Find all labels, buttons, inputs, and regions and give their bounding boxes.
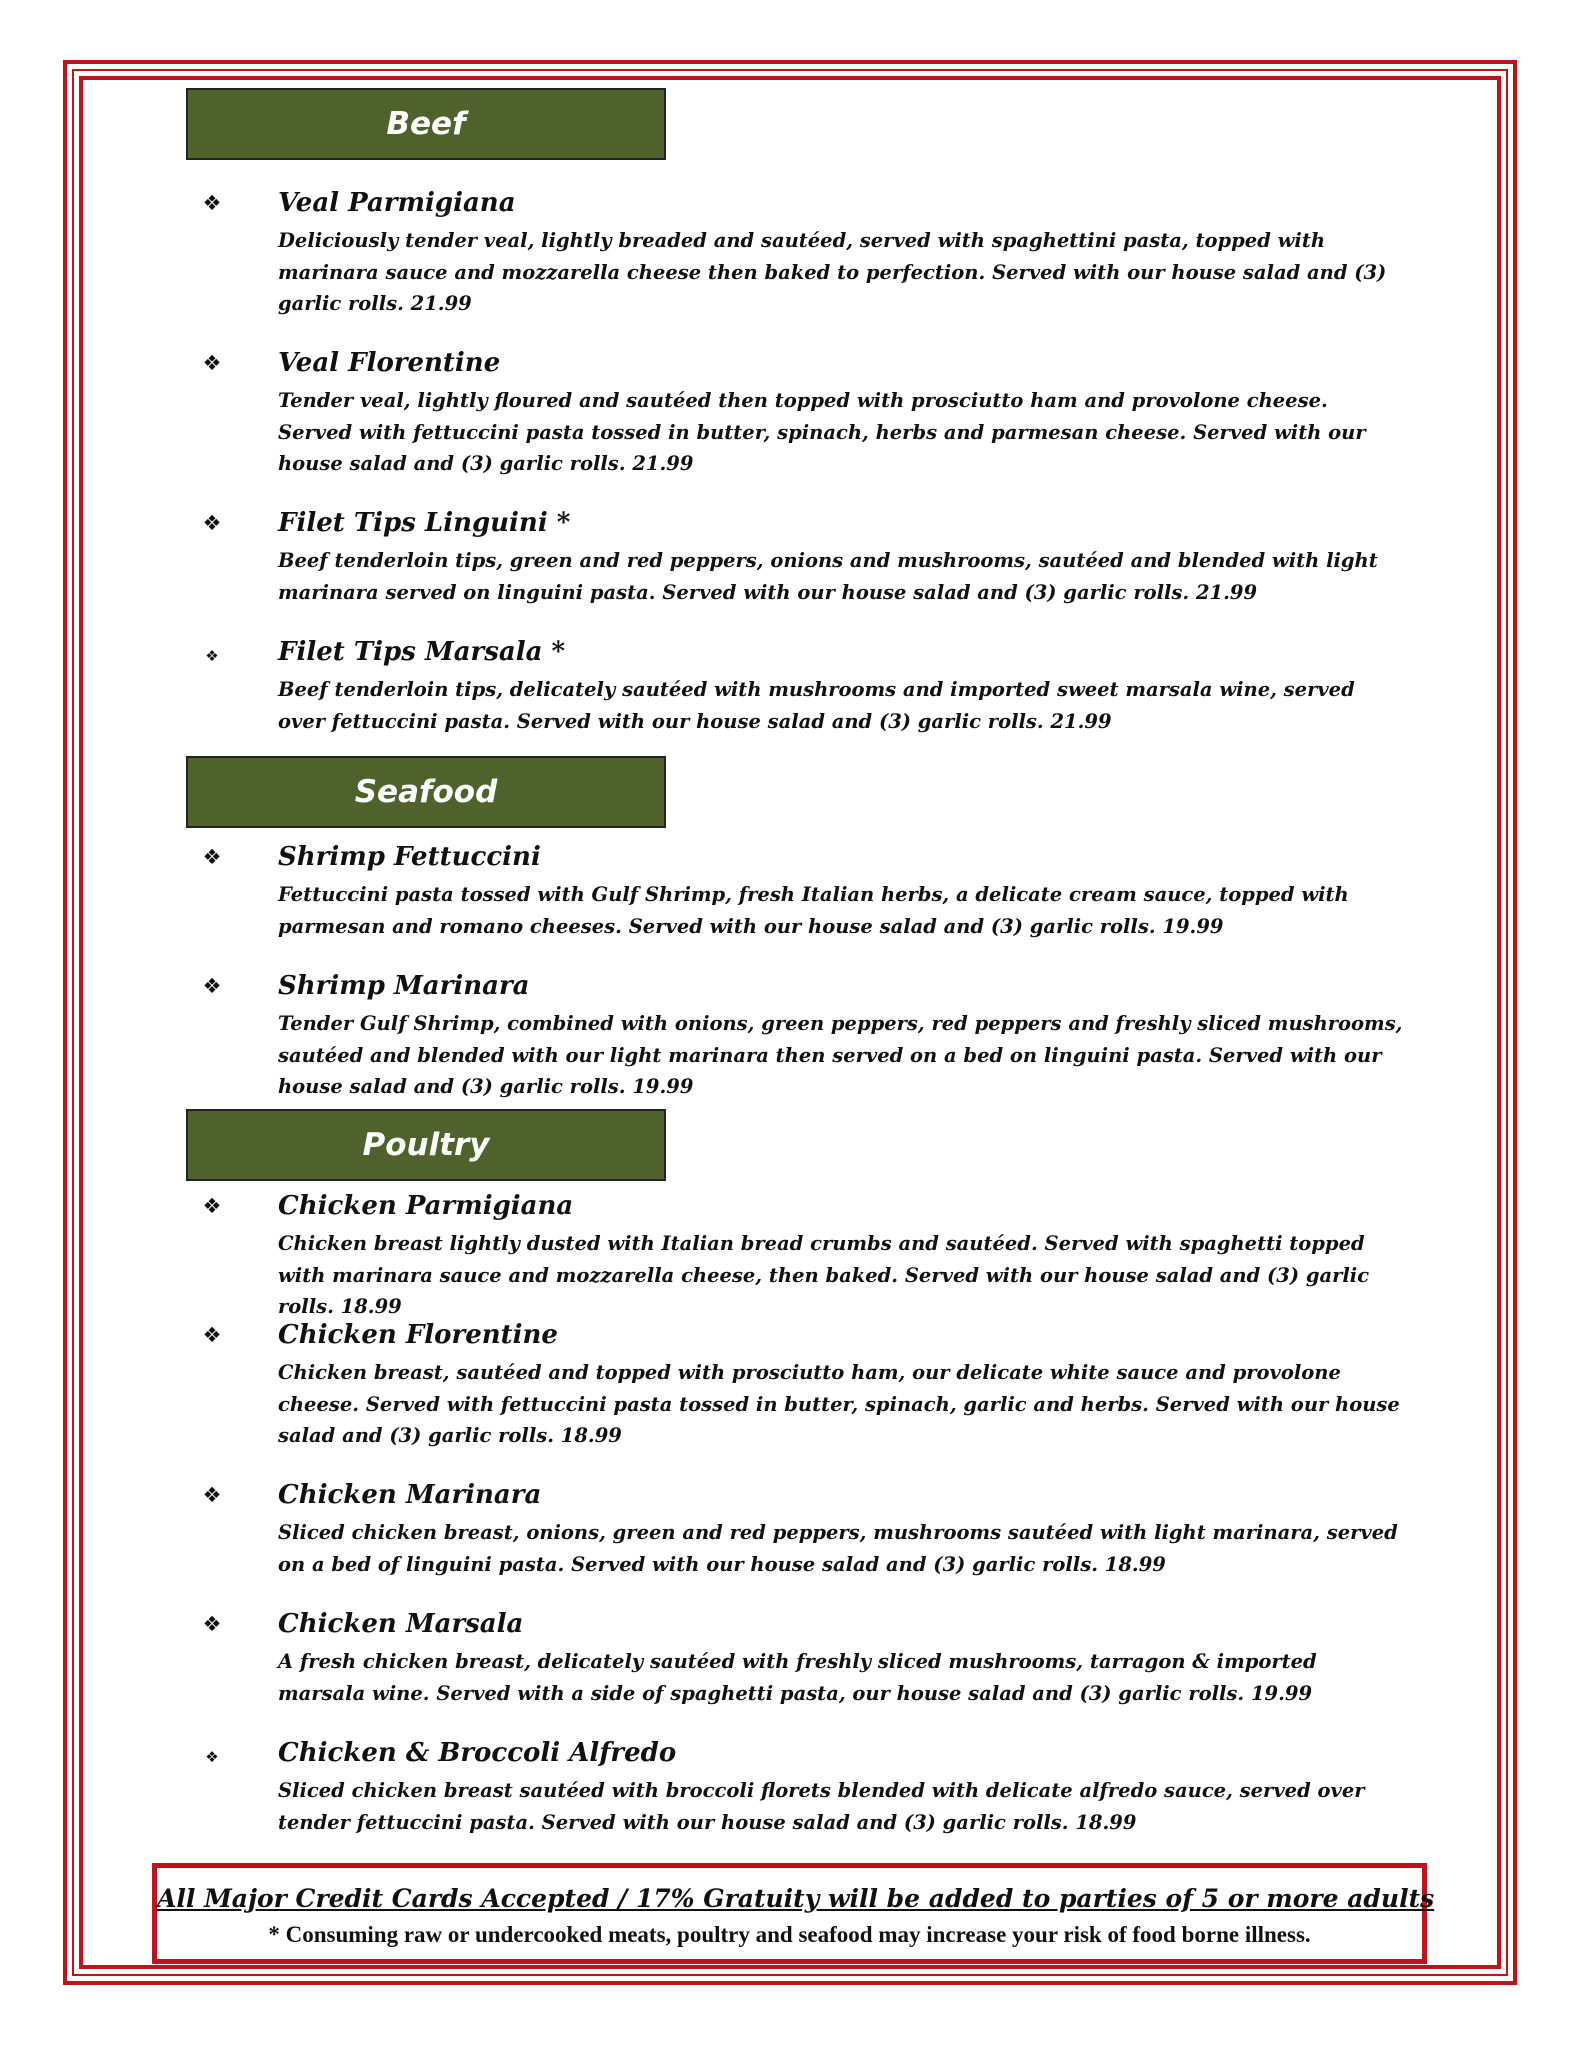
item-name: Chicken Florentine: [278, 1320, 558, 1350]
four-diamond-ornament-icon: ❖: [202, 1323, 222, 1347]
item-description: Sliced chicken breast sautéed with broccoli florets blended with delicate alfredo sauce, served over tender fettuccini pasta. Served with our house salad and (3) garlic rolls. 18.99: [278, 1779, 1365, 1834]
four-diamond-ornament-icon: ❖: [202, 351, 222, 375]
item-name: Veal Parmigiana: [278, 188, 516, 218]
item-name: Chicken Marsala: [278, 1609, 524, 1639]
section-header-poultry: [186, 1109, 666, 1181]
four-diamond-ornament-icon: ❖: [205, 1748, 219, 1766]
four-diamond-ornament-icon: ❖: [205, 647, 219, 665]
item-name: Chicken Marinara: [278, 1480, 542, 1510]
four-diamond-ornament-icon: ❖: [202, 511, 222, 535]
item-description: Chicken breast lightly dusted with Italian bread crumbs and sautéed. Served with spaghetti topped with marinara sauce and mozzarella cheese, then baked. Served with our house salad and (3) garlic rolls. 18.99: [278, 1232, 1370, 1318]
item-description: Beef tenderloin tips, green and red peppers, onions and mushrooms, sautéed and blended with light marinara served on linguini pasta. Served with our house salad and (3) garlic rolls. 21.99: [278, 549, 1378, 604]
item-description: Sliced chicken breast, onions, green and red peppers, mushrooms sautéed with light marinara, served on a bed of linguini pasta. Served with our house salad and (3) garlic rolls. 18.99: [278, 1521, 1398, 1576]
item-description: Tender veal, lightly floured and sautéed then topped with prosciutto ham and provolone cheese. Served with fettuccini pasta tossed in butter, spinach, herbs and parmesan cheese. Served with our house salad and (3) garlic rolls. 21.99: [278, 389, 1366, 475]
item-name: Shrimp Fettuccini: [278, 842, 541, 872]
four-diamond-ornament-icon: ❖: [202, 1483, 222, 1507]
item-description: Tender Gulf Shrimp, combined with onions, green peppers, red peppers and freshly sliced mushrooms, sautéed and blended with our light marinara then served on a bed on linguini pasta. Served with our house salad and (3) garlic rolls. 19.99: [278, 1012, 1403, 1098]
four-diamond-ornament-icon: ❖: [202, 845, 222, 869]
payment-gratuity-note: All Major Credit Cards Accepted / 17% Gratuity will be added to parties of 5 or more adults: [157, 1884, 1435, 1913]
item-description: A fresh chicken breast, delicately sautéed with freshly sliced mushrooms, tarragon & imported marsala wine. Served with a side of spaghetti pasta, our house salad and (3) garlic rolls. 19.99: [278, 1650, 1317, 1705]
item-description: Beef tenderloin tips, delicately sautéed with mushrooms and imported sweet marsala wine, served over fettuccini pasta. Served with our house salad and (3) garlic rolls. 21.99: [278, 678, 1355, 733]
item-name: Filet Tips Marsala *: [278, 637, 566, 667]
item-name: Chicken Parmigiana: [278, 1191, 574, 1221]
four-diamond-ornament-icon: ❖: [202, 974, 222, 998]
four-diamond-ornament-icon: ❖: [202, 1194, 222, 1218]
item-name: Shrimp Marinara: [278, 971, 530, 1001]
section-header-beef: [186, 88, 666, 160]
item-description: Deliciously tender veal, lightly breaded and sautéed, served with spaghettini pasta, topped with marinara sauce and mozzarella cheese then baked to perfection. Served with our house salad and (3) garlic rolls. 21.99: [278, 229, 1387, 315]
four-diamond-ornament-icon: ❖: [202, 191, 222, 215]
footer-notice-box: [152, 1863, 1435, 1964]
section-header-seafood: [186, 756, 666, 828]
section-title-seafood: Seafood: [354, 774, 498, 810]
item-name: Filet Tips Linguini *: [278, 508, 571, 538]
section-title-beef: Beef: [386, 106, 466, 142]
item-name: Chicken & Broccoli Alfredo: [278, 1738, 677, 1768]
item-description: Fettuccini pasta tossed with Gulf Shrimp, fresh Italian herbs, a delicate cream sauce, topped with parmesan and romano cheeses. Served with our house salad and (3) garlic rolls. 19.99: [278, 883, 1349, 938]
four-diamond-ornament-icon: ❖: [202, 1612, 222, 1636]
item-description: Chicken breast, sautéed and topped with prosciutto ham, our delicate white sauce and provolone cheese. Served with fettuccini pasta tossed in butter, spinach, garlic and herbs. Served with our house salad and (3) garlic rolls. 18.99: [278, 1361, 1400, 1447]
section-title-poultry: Poultry: [362, 1127, 490, 1163]
health-warning: * Consuming raw or undercooked meats, poultry and seafood may increase your risk of food borne illness.: [268, 1922, 1311, 1947]
item-name: Veal Florentine: [278, 348, 501, 378]
